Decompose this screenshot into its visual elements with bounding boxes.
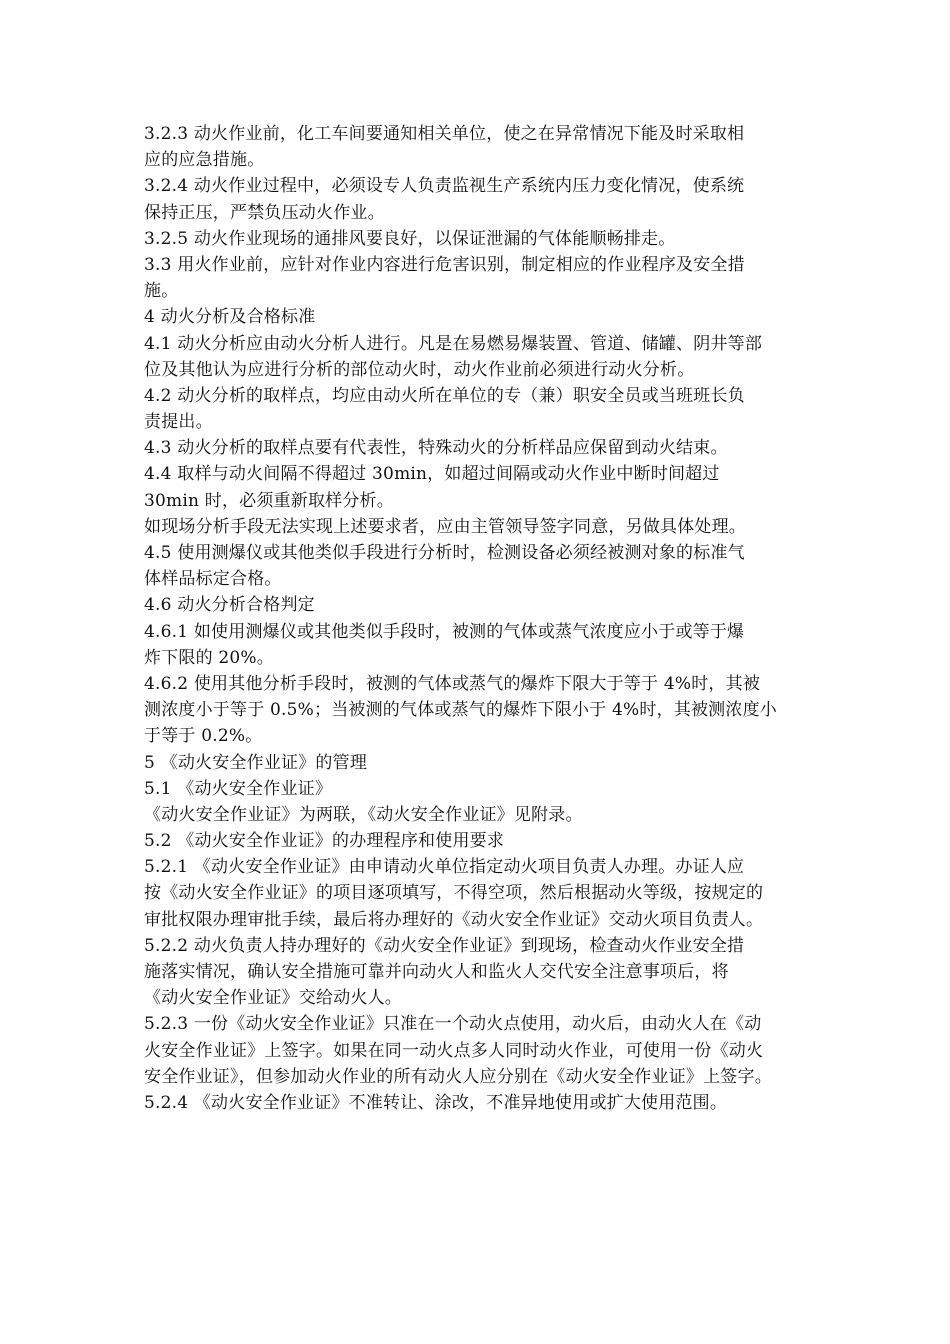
text-line: 4.6.2 使用其他分析手段时，被测的气体或蒸气的爆炸下限大于等于 4%时，其被: [144, 673, 761, 694]
text-line: 3.2.4 动火作业过程中，必须设专人负责监视生产系统内压力变化情况，使系统: [144, 176, 745, 197]
text-line: 4.2 动火分析的取样点，均应由动火所在单位的专（兼）职安全员或当班班长负: [144, 385, 745, 406]
text-line: 施落实情况，确认安全措施可靠并向动火人和监火人交代安全注意事项后，将: [144, 962, 729, 982]
text-line: 责提出。: [144, 412, 213, 433]
text-line: 火安全作业证》上签字。如果在同一动火点多人同时动火作业，可使用一份《动火: [144, 1040, 764, 1061]
document-body: [144, 121, 814, 1116]
text-line: 应的应急措施。: [144, 150, 265, 171]
section-heading: 5.1 《动火安全作业证》: [144, 778, 333, 799]
text-line: 5.2.1 《动火安全作业证》由申请动火单位指定动火项目负责人办理。办证人应: [144, 857, 745, 878]
text-line: 3.2.5 动火作业现场的通排风要良好，以保证泄漏的气体能顺畅排走。: [144, 228, 676, 249]
text-line: 4.4 取样与动火间隔不得超过 30min，如超过间隔或动火作业中断时间超过: [144, 464, 720, 485]
text-line: 位及其他认为应进行分析的部位动火时，动火作业前必须进行动火分析。: [144, 359, 695, 380]
section-heading: 5 《动火安全作业证》的管理: [144, 752, 368, 773]
text-line: 5.2.2 动火负责人持办理好的《动火安全作业证》到现场，检查动火作业安全措: [144, 935, 745, 956]
text-line: 《动火安全作业证》交给动火人。: [144, 988, 402, 1009]
text-line: 3.2.3 动火作业前，化工车间要通知相关单位，使之在异常情况下能及时采取相: [144, 124, 745, 144]
text-line: 5.2.3 一份《动火安全作业证》只准在一个动火点使用，动火后，由动火人在《动: [144, 1014, 762, 1035]
text-line: 《动火安全作业证》为两联，《动火安全作业证》见附录。: [144, 804, 583, 825]
text-line: 4.6.1 如使用测爆仪或其他类似手段时，被测的气体或蒸气浓度应小于或等于爆: [144, 621, 745, 642]
text-line: 测浓度小于等于 0.5%；当被测的气体或蒸气的爆炸下限小于 4%时，其被测浓度小: [144, 700, 777, 721]
text-line: 4.3 动火分析的取样点要有代表性，特殊动火的分析样品应保留到动火结束。: [144, 438, 728, 459]
text-line: 体样品标定合格。: [144, 569, 282, 590]
text-line: 于等于 0.2%。: [144, 726, 263, 747]
section-heading: 5.2 《动火安全作业证》的办理程序和使用要求: [144, 831, 505, 852]
text-line: 施。: [144, 281, 179, 302]
section-heading: 4 动火分析及合格标准: [144, 307, 316, 328]
text-line: 按《动火安全作业证》的项目逐项填写，不得空项，然后根据动火等级，按规定的: [144, 883, 764, 904]
text-line: 4.5 使用测爆仪或其他类似手段进行分析时，检测设备必须经被测对象的标准气: [144, 543, 745, 563]
section-heading: 4.6 动火分析合格判定: [144, 595, 315, 616]
text-line: 4.1 动火分析应由动火分析人进行。凡是在易燃易爆装置、管道、储罐、阴井等部: [144, 333, 763, 354]
text-line: 5.2.4 《动火安全作业证》不准转让、涂改，不准异地使用或扩大使用范围。: [144, 1092, 728, 1113]
text-line: 炸下限的 20%。: [144, 647, 274, 668]
text-line: 如现场分析手段无法实现上述要求者，应由主管领导签字同意，另做具体处理。: [144, 516, 746, 537]
text-line: 30min 时，必须重新取样分析。: [144, 490, 394, 511]
text-line: 审批权限办理审批手续，最后将办理好的《动火安全作业证》交动火项目负责人。: [144, 909, 764, 930]
text-line: 保持正压，严禁负压动火作业。: [144, 202, 385, 223]
text-line: 3.3 用火作业前，应针对作业内容进行危害识别，制定相应的作业程序及安全措: [144, 254, 745, 275]
text-line: 安全作业证》，但参加动火作业的所有动火人应分别在《动火安全作业证》上签字。: [144, 1066, 772, 1087]
